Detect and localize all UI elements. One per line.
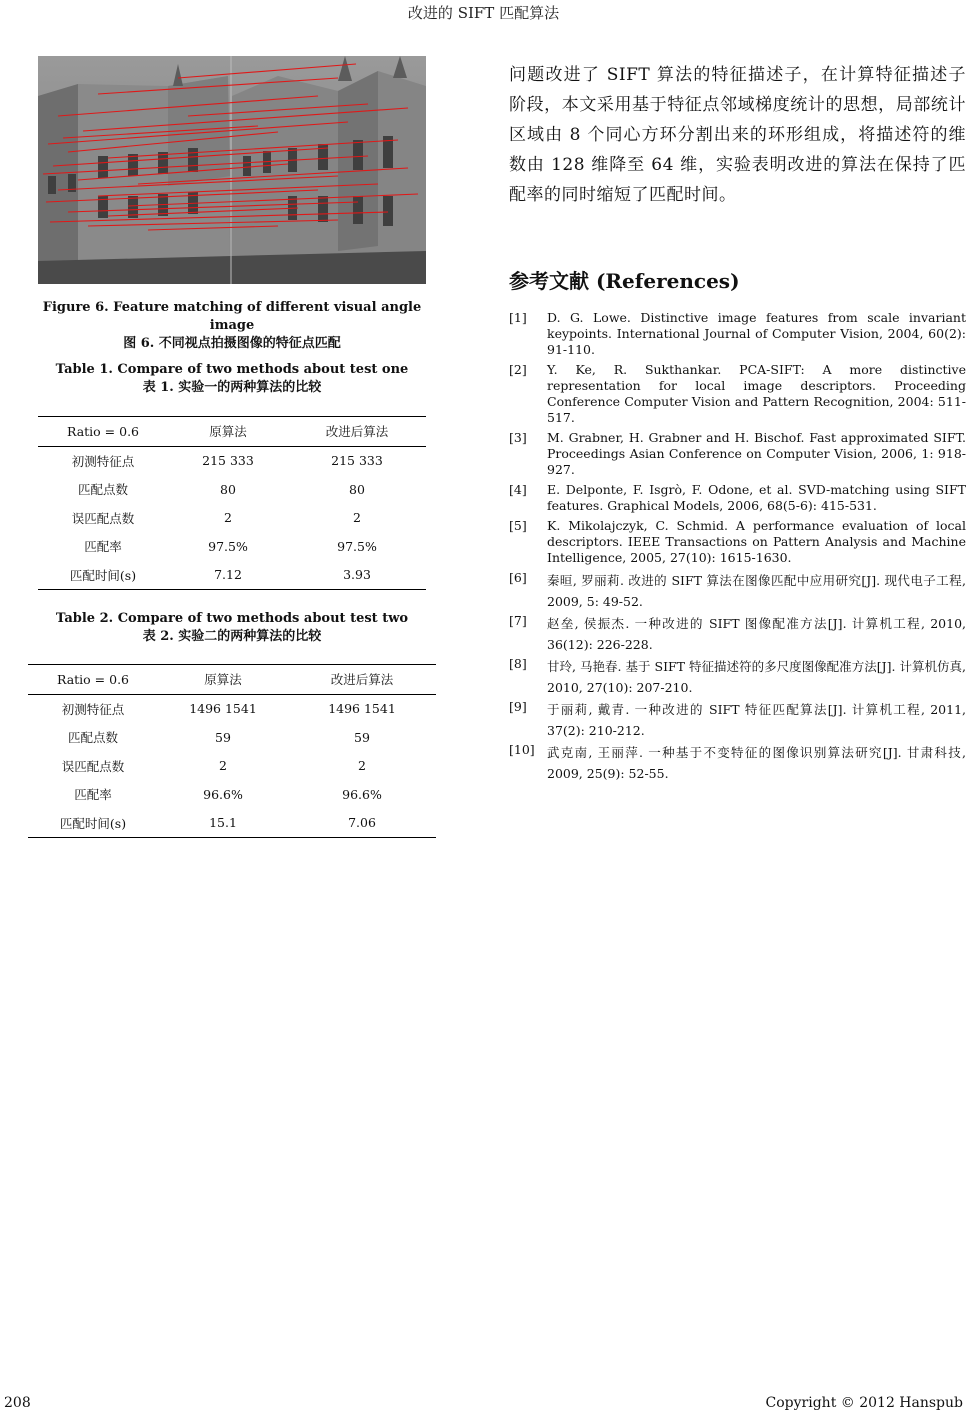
table-header-cell: 原算法	[158, 665, 288, 695]
table2-caption-en: Table 2. Compare of two methods about test two	[55, 611, 409, 626]
reference-number: [4]	[509, 482, 527, 497]
reference-text: 甘玲, 马艳春. 基于 SIFT 特征描述符的多尺度图像配准方法[J]. 计算机仿真, 2010, 27(10): 207-210.	[547, 659, 966, 695]
table2-caption	[28, 610, 436, 646]
reference-number: [5]	[509, 518, 527, 533]
table-cell: 80	[349, 481, 365, 497]
table-header-cell: 原算法	[168, 417, 288, 447]
table-row	[38, 504, 426, 533]
figure-caption-en: Figure 6. Feature matching of different visual angle image	[42, 300, 422, 333]
reference-item	[509, 362, 966, 426]
table1-caption-cn: 表 1. 实验一的两种算法的比较	[142, 380, 322, 395]
table2-header-row	[28, 665, 436, 695]
table-cell: 96.6%	[203, 786, 243, 802]
table-cell: 96.6%	[342, 786, 382, 802]
reference-number: [7]	[509, 613, 527, 628]
reference-number: [8]	[509, 656, 527, 671]
table2	[28, 664, 436, 838]
reference-number: [1]	[509, 310, 527, 325]
reference-number: [6]	[509, 570, 527, 585]
copyright-notice: Copyright © 2012 Hanspub	[765, 1395, 963, 1411]
reference-list	[509, 310, 966, 785]
table-cell: 2	[353, 510, 361, 526]
table-header-cell: 改进后算法	[288, 665, 436, 695]
table-cell: 59	[354, 729, 370, 745]
reference-number: [9]	[509, 699, 527, 714]
table1-caption	[28, 361, 436, 397]
table-row	[28, 694, 436, 723]
table-header-cell: Ratio = 0.6	[28, 665, 158, 695]
figure-caption-cn: 图 6. 不同视点拍摄图像的特征点匹配	[123, 336, 341, 351]
table-row	[28, 752, 436, 781]
table-cell: 7.06	[288, 809, 436, 838]
table2-caption-cn: 表 2. 实验二的两种算法的比较	[142, 629, 322, 644]
table-row	[38, 475, 426, 504]
table-cell: 1496 1541	[328, 701, 396, 717]
feature-matching-image	[38, 56, 426, 284]
table1-caption-en: Table 1. Compare of two methods about test one	[55, 362, 409, 377]
table-cell: 初测特征点	[61, 701, 125, 717]
table1	[38, 416, 426, 590]
reference-item	[509, 430, 966, 478]
table-row	[38, 446, 426, 475]
table-cell: 59	[215, 729, 231, 745]
reference-item	[509, 699, 966, 741]
table-cell: 2	[358, 758, 366, 774]
table-header-cell: Ratio = 0.6	[38, 417, 168, 447]
table-cell: 匹配率	[74, 787, 112, 803]
table-header-cell: 改进后算法	[288, 417, 426, 447]
table1-header-row	[38, 417, 426, 447]
table-cell: 匹配时间(s)	[38, 561, 168, 590]
right-column	[509, 60, 966, 781]
table-cell: 误匹配点数	[61, 758, 125, 774]
reference-text: E. Delponte, F. Isgrò, F. Odone, et al. SVD-matching using SIFT features. Graphical Models, 2006, 68(5-6): 415-531.	[547, 482, 966, 513]
table-cell: 215 333	[331, 453, 383, 469]
table-cell: 3.93	[288, 561, 426, 590]
page-number: 208	[4, 1395, 31, 1411]
table-cell: 7.12	[168, 561, 288, 590]
reference-item	[509, 518, 966, 566]
reference-item	[509, 482, 966, 514]
body-paragraph: 问题改进了 SIFT 算法的特征描述子，在计算特征描述子阶段，本文采用基于特征点邻域梯度统计的思想，局部统计区域由 8 个同心方环分割出来的环形组成，将描述符的维数由 128 维降至 64 维，实验表明改进的算法在保持了匹配率的同时缩短了匹配时间。	[509, 65, 966, 205]
feature-matching-photo	[38, 56, 426, 284]
table-cell: 匹配点数	[77, 482, 128, 498]
table-cell: 97.5%	[208, 538, 248, 554]
reference-text: 赵垒, 侯振杰. 一种改进的 SIFT 图像配准方法[J]. 计算机工程, 2010, 36(12): 226-228.	[547, 616, 966, 652]
table-cell: 匹配率	[84, 539, 122, 555]
table-row	[28, 809, 436, 838]
table-row	[28, 723, 436, 752]
reference-text: D. G. Lowe. Distinctive image features from scale invariant keypoints. International Journal of Computer Vision, 2004, 60(2): 91-110.	[547, 310, 966, 357]
reference-item	[509, 570, 966, 612]
reference-text: K. Mikolajczyk, C. Schmid. A performance evaluation of local descriptors. IEEE Transactions on Pattern Analysis and Machine Intelligence, 2005, 27(10): 1615-1630.	[547, 518, 966, 565]
reference-text: 武克南, 王丽萍. 一种基于不变特征的图像识别算法研究[J]. 甘肃科技, 2009, 25(9): 52-55.	[547, 745, 966, 781]
reference-text: Y. Ke, R. Sukthankar. PCA-SIFT: A more distinctive representation for local image descriptors. Proceeding Conference Computer Vision and Pattern Recognition, 2004: 511-517.	[547, 362, 966, 425]
table-cell: 15.1	[158, 809, 288, 838]
table-row	[38, 532, 426, 561]
table-cell: 80	[220, 481, 236, 497]
table-cell: 误匹配点数	[71, 510, 135, 526]
table-cell: 2	[224, 510, 232, 526]
running-header: 改进的 SIFT 匹配算法	[407, 4, 560, 22]
reference-item	[509, 613, 966, 655]
reference-text: 于丽莉, 戴青. 一种改进的 SIFT 特征匹配算法[J]. 计算机工程, 2011, 37(2): 210-212.	[547, 702, 966, 738]
reference-number: [3]	[509, 430, 527, 445]
reference-number: [2]	[509, 362, 527, 377]
reference-item	[509, 310, 966, 358]
table-cell: 匹配时间(s)	[28, 809, 158, 838]
table-row	[38, 561, 426, 590]
reference-item	[509, 742, 966, 784]
table-cell: 97.5%	[337, 538, 377, 554]
reference-text: 秦晅, 罗丽莉. 改进的 SIFT 算法在图像匹配中应用研究[J]. 现代电子工程, 2009, 5: 49-52.	[547, 573, 966, 609]
table-cell: 匹配点数	[67, 730, 118, 746]
references-heading: 参考文献 (References)	[509, 269, 740, 293]
reference-item	[509, 656, 966, 698]
table-row	[28, 780, 436, 809]
reference-number: [10]	[509, 742, 535, 757]
table-cell: 初测特征点	[71, 453, 135, 469]
figure-caption	[28, 299, 436, 353]
table-cell: 215 333	[202, 453, 254, 469]
table-cell: 2	[219, 758, 227, 774]
table-cell: 1496 1541	[189, 701, 257, 717]
reference-text: M. Grabner, H. Grabner and H. Bischof. Fast approximated SIFT. Proceedings Asian Conference on Computer Vision, 2006, 1: 918-927.	[547, 430, 966, 477]
